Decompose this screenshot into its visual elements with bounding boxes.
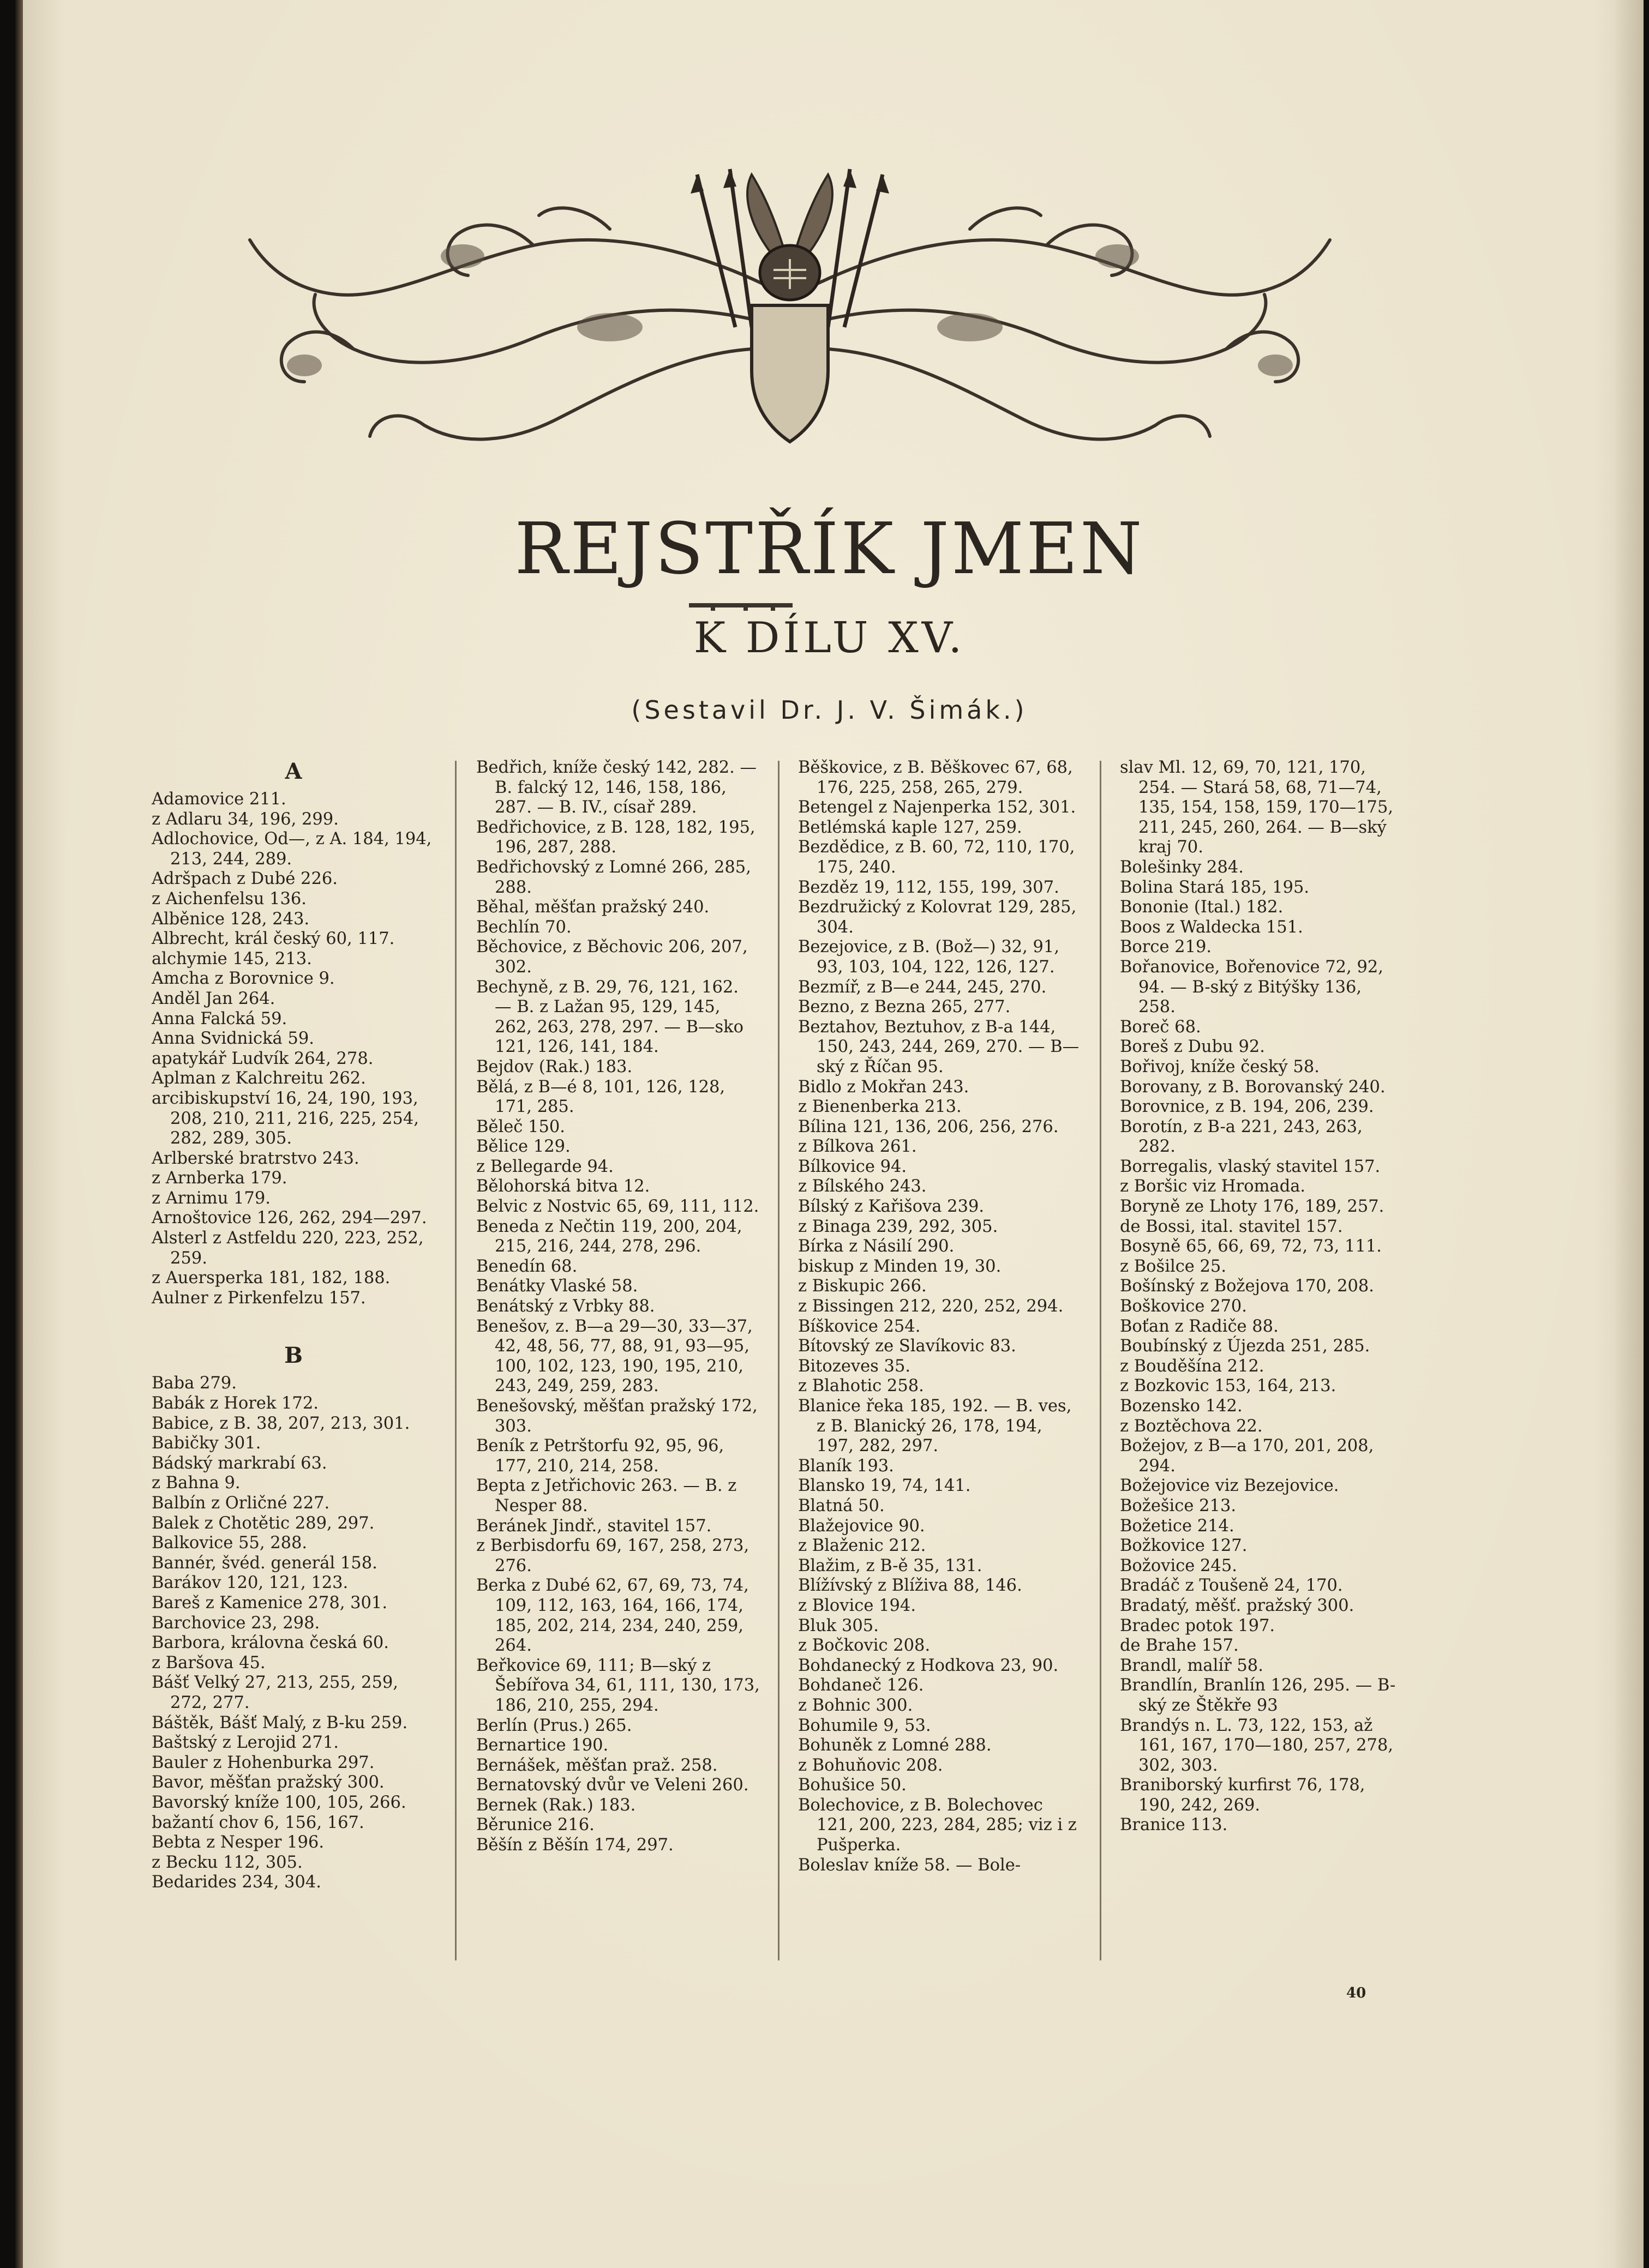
index-entry: Bohušice 50. (798, 1776, 907, 1795)
index-entry: Anděl Jan 264. (152, 989, 275, 1008)
index-entry: Beník z Petrštorfu 92, 95, 96, 177, 210, 214, 258. (476, 1436, 724, 1476)
index-entry: z Becku 112, 305. (152, 1852, 303, 1872)
index-entry: Baba 279. (152, 1374, 237, 1393)
index-entry: Bradec potok 197. (1120, 1616, 1275, 1635)
index-entry: Boreč 68. (1120, 1017, 1201, 1037)
index-entry: z Bellegarde 94. (476, 1157, 614, 1176)
index-column-1 (152, 758, 435, 1893)
index-entry: Bepta z Jetřichovic 263. — B. z Nesper 88. (476, 1476, 737, 1515)
index-entry: Braniborský kurfirst 76, 178, 190, 242, 269. (1120, 1776, 1365, 1815)
index-entry: Bohdaneč 126. (798, 1676, 924, 1695)
entries-column-3 (798, 758, 1082, 1875)
index-entry: Aulner z Pirkenfelzu 157. (152, 1288, 366, 1308)
index-entry: Bedřichovice, z B. 128, 182, 195, 196, 287, 288. (476, 817, 755, 857)
index-entry: Bluk 305. (798, 1616, 879, 1635)
index-entry: Beztahov, Beztuhov, z B-a 144, 150, 243, 244, 269, 270. — B—ský z Říčan 95. (798, 1017, 1080, 1076)
index-entry: Bohuněk z Lomné 288. (798, 1736, 992, 1755)
index-entry: Brandl, malíř 58. (1120, 1656, 1263, 1675)
index-entry: z Bahna 9. (152, 1473, 241, 1493)
index-entry: Belvic z Nostvic 65, 69, 111, 112. (476, 1197, 759, 1217)
index-entry: Božovice 245. (1120, 1556, 1237, 1575)
index-entry: z Blaženic 212. (798, 1536, 926, 1556)
index-entry: Bernartice 190. (476, 1736, 609, 1755)
index-entry: Bádský markrabí 63. (152, 1453, 327, 1473)
index-entry: Bechyně, z B. 29, 76, 121, 162. — B. z Lažan 95, 129, 145, 262, 263, 278, 297. — B—sko 121, 126, 141, 184. (476, 977, 744, 1057)
index-entry: z Bočkovic 208. (798, 1636, 931, 1656)
index-entry: z Bošilce 25. (1120, 1256, 1227, 1276)
index-entry: Babičky 301. (152, 1434, 261, 1453)
index-entry: Bílina 121, 136, 206, 256, 276. (798, 1117, 1059, 1136)
index-entry: Bidlo z Mokřan 243. (798, 1077, 969, 1097)
index-entry: Betengel z Najenperka 152, 301. (798, 798, 1076, 817)
index-entry: z Boztěchova 22. (1120, 1416, 1263, 1436)
index-entry: Bírka z Násilí 290. (798, 1237, 955, 1256)
index-entry: Boubínský z Újezda 251, 285. (1120, 1337, 1370, 1356)
index-entry: z Bohuňovic 208. (798, 1755, 943, 1775)
index-entry: Benátský z Vrbky 88. (476, 1297, 655, 1316)
index-entry: Blažim, z B-ě 35, 131. (798, 1556, 982, 1575)
column-divider (455, 761, 457, 1960)
index-entry: z Blovice 194. (798, 1596, 916, 1615)
index-entry: z Bienenberka 213. (798, 1097, 962, 1117)
index-entry: Božejov, z B—a 170, 201, 208, 294. (1120, 1436, 1374, 1476)
index-entry: Borovnice, z B. 194, 206, 239. (1120, 1097, 1374, 1117)
index-entry: Alběnice 128, 243. (152, 909, 310, 929)
index-entry: Bílský z Kařišova 239. (798, 1197, 985, 1217)
index-entry: z Adlaru 34, 196, 299. (152, 809, 339, 829)
index-entry: Božkovice 127. (1120, 1536, 1248, 1556)
index-entry: Berka z Dubé 62, 67, 69, 73, 74, 109, 112, 163, 164, 166, 174, 185, 202, 214, 234, 240, 259, 264. (476, 1576, 749, 1656)
index-entry: slav Ml. 12, 69, 70, 121, 170, 254. — Stará 58, 68, 71—74, 135, 154, 158, 159, 170—175, 211, 245, 260, 264. — B—ský kraj 70. (1120, 758, 1394, 857)
index-entry: Bononie (Ital.) 182. (1120, 898, 1284, 917)
index-entry: z Bílkova 261. (798, 1137, 917, 1157)
index-entry: Bernek (Rak.) 183. (476, 1795, 636, 1815)
index-entry: Blansko 19, 74, 141. (798, 1476, 971, 1496)
index-entry: z Bílského 243. (798, 1177, 927, 1196)
index-entry: Bedřich, kníže český 142, 282. — B. falcký 12, 146, 158, 186, 287. — B. IV., císař 289. (476, 758, 757, 817)
index-entry: Bauler z Hohenburka 297. (152, 1753, 375, 1772)
index-entry: Bolechovice, z B. Bolechovec 121, 200, 223, 284, 285; viz i z Pušperka. (798, 1795, 1077, 1855)
index-entry: Borotín, z B-a 221, 243, 263, 282. (1120, 1117, 1363, 1157)
index-entry: Bernášek, měšťan praž. 258. (476, 1755, 718, 1775)
index-entry: Bechlín 70. (476, 917, 572, 937)
compiler-line: (Sestavil Dr. J. V. Šimák.) (631, 695, 1028, 725)
index-entry: Benátky Vlaské 58. (476, 1277, 638, 1296)
index-entry: Bradatý, měšť. pražský 300. (1120, 1596, 1354, 1615)
index-entry: Boreš z Dubu 92. (1120, 1037, 1265, 1057)
index-entry: Bernatovský dvůr ve Veleni 260. (476, 1776, 749, 1795)
entries-column-4 (1120, 758, 1404, 1836)
index-entry: Balbín z Orličné 227. (152, 1494, 330, 1513)
index-entry: Báštěk, Bášť Malý, z B-ku 259. (152, 1713, 408, 1732)
index-entry: Blanice řeka 185, 192. — B. ves, z B. Blanický 26, 178, 194, 197, 282, 297. (798, 1397, 1072, 1456)
index-entry: Blažejovice 90. (798, 1516, 925, 1536)
index-entry: Běleč 150. (476, 1117, 565, 1136)
index-entry: Bezdružický z Kolovrat 129, 285, 304. (798, 898, 1077, 937)
entries-b (152, 1374, 435, 1892)
index-entry: Boryně ze Lhoty 176, 189, 257. (1120, 1197, 1384, 1217)
index-entry: Bíškovice 254. (798, 1316, 921, 1336)
index-entry: Benešov, z. B—a 29—30, 33—37, 42, 48, 56, 77, 88, 91, 93—95, 100, 102, 123, 190, 195, 210, 243, 249, 259, 283. (476, 1316, 753, 1396)
index-entry: Barbora, královna česká 60. (152, 1633, 389, 1653)
index-entry: Balkovice 55, 288. (152, 1533, 308, 1553)
index-entry: Bozensko 142. (1120, 1397, 1243, 1416)
index-entry: Bradáč z Toušeně 24, 170. (1120, 1576, 1343, 1596)
index-entry: Arnoštovice 126, 262, 294—297. (152, 1208, 427, 1228)
index-entry: Blatná 50. (798, 1496, 885, 1515)
page-number: 40 (1346, 1985, 1366, 2001)
index-entry: apatykář Ludvík 264, 278. (152, 1049, 374, 1068)
index-entry: Běšín z Běšín 174, 297. (476, 1836, 674, 1855)
index-entry: z Auersperka 181, 182, 188. (152, 1268, 391, 1288)
index-entry: Borregalis, vlaský stavitel 157. (1120, 1157, 1381, 1176)
column-divider (1100, 761, 1101, 1960)
index-entry: Babice, z B. 38, 207, 213, 301. (152, 1413, 410, 1433)
index-entry: Balek z Chotětic 289, 297. (152, 1513, 375, 1533)
index-column-4 (1120, 758, 1404, 1836)
index-entry: Bohumile 9, 53. (798, 1716, 931, 1735)
index-entry: Betlémská kaple 127, 259. (798, 817, 1022, 837)
index-entry: Bitozeves 35. (798, 1356, 911, 1376)
index-entry: Babák z Horek 172. (152, 1394, 319, 1413)
index-entry: z Blahotic 258. (798, 1376, 924, 1396)
index-entry: z Biskupic 266. (798, 1277, 927, 1296)
index-entry: Bořanovice, Bořenovice 72, 92, 94. — B-ský z Bitýšky 136, 258. (1120, 957, 1383, 1017)
index-entry: Božetice 214. (1120, 1516, 1234, 1536)
index-entry: Bítovský ze Slavíkovic 83. (798, 1337, 1016, 1356)
index-entry: Baštský z Lerojid 271. (152, 1733, 339, 1753)
index-entry: z Berbisdorfu 69, 167, 258, 273, 276. (476, 1536, 749, 1575)
index-entry: z Bohnic 300. (798, 1695, 913, 1715)
index-entry: Božejovice viz Bezejovice. (1120, 1476, 1339, 1496)
index-entry: Bosyně 65, 66, 69, 72, 73, 111. (1120, 1237, 1382, 1256)
index-entry: Beránek Jindř., stavitel 157. (476, 1516, 712, 1536)
page-subtitle: K DÍLU XV. (693, 613, 966, 663)
index-entry: z Aichenfelsu 136. (152, 889, 307, 909)
index-entry: Adlochovice, Od—, z A. 184, 194, 213, 244, 289. (152, 829, 432, 869)
index-entry: Běhal, měšťan pražský 240. (476, 898, 710, 917)
index-entry: Barchovice 23, 298. (152, 1613, 320, 1633)
index-entry: Boťan z Radiče 88. (1120, 1316, 1279, 1336)
decorative-rule-icon (678, 600, 803, 612)
index-entry: z Arnimu 179. (152, 1188, 271, 1208)
index-entry: Bošínský z Božejova 170, 208. (1120, 1277, 1374, 1296)
index-column-2 (476, 758, 760, 1856)
index-entry: arcibiskupství 16, 24, 190, 193, 208, 210, 211, 216, 225, 254, 282, 289, 305. (152, 1088, 419, 1148)
index-entry: Běrunice 216. (476, 1815, 595, 1835)
index-entry: Aplman z Kalchreitu 262. (152, 1069, 366, 1088)
index-entry: Adamovice 211. (152, 790, 286, 809)
index-page (15, 0, 1644, 2268)
index-entry: Anna Svidnická 59. (152, 1029, 314, 1049)
index-entry: Blaník 193. (798, 1456, 894, 1476)
index-entry: Běchovice, z Běchovic 206, 207, 302. (476, 937, 748, 977)
index-entry: Bejdov (Rak.) 183. (476, 1057, 633, 1076)
index-entry: Bezdědice, z B. 60, 72, 110, 170, 175, 240. (798, 838, 1075, 877)
index-entry: z Bouděšína 212. (1120, 1356, 1264, 1376)
index-entry: Bělá, z B—é 8, 101, 126, 128, 171, 285. (476, 1077, 725, 1117)
index-entry: Benedín 68. (476, 1256, 578, 1276)
index-entry: Bedřichovský z Lomné 266, 285, 288. (476, 857, 751, 897)
index-entry: Bebta z Nesper 196. (152, 1833, 325, 1852)
heraldic-ornament-icon (228, 164, 1352, 469)
index-entry: Amcha z Borovnice 9. (152, 969, 335, 989)
index-entry: Bavor, měšťan pražský 300. (152, 1773, 385, 1792)
index-entry: Bavorský kníže 100, 105, 266. (152, 1792, 406, 1812)
index-entry: Boleslav kníže 58. — Bole- (798, 1855, 1021, 1875)
index-entry: Božešice 213. (1120, 1496, 1237, 1515)
index-entry: z Binaga 239, 292, 305. (798, 1217, 998, 1236)
index-entry: de Bossi, ital. stavitel 157. (1120, 1217, 1343, 1236)
index-entry: Brandýs n. L. 73, 122, 153, až 161, 167, 170—180, 257, 278, 302, 303. (1120, 1716, 1394, 1775)
index-entry: Borce 219. (1120, 937, 1212, 957)
book-edge (15, 0, 23, 2268)
index-entry: Běškovice, z B. Běškovec 67, 68, 176, 225, 258, 265, 279. (798, 758, 1073, 797)
section-letter-a: A (285, 759, 302, 784)
index-entry: Bolina Stará 185, 195. (1120, 877, 1310, 897)
index-entry: Bílkovice 94. (798, 1157, 907, 1176)
index-entry: Bezděz 19, 112, 155, 199, 307. (798, 877, 1059, 897)
index-entry: Benešovský, měšťan pražský 172, 303. (476, 1397, 758, 1436)
index-entry: Alsterl z Astfeldu 220, 223, 252, 259. (152, 1229, 424, 1268)
index-entry: Arlberské bratrstvo 243. (152, 1148, 359, 1168)
index-entry: Bášť Velký 27, 213, 255, 259, 272, 277. (152, 1673, 398, 1712)
index-entry: Barákov 120, 121, 123. (152, 1573, 349, 1593)
index-entry: Adršpach z Dubé 226. (152, 869, 338, 889)
section-letter-b: B (284, 1343, 303, 1369)
entries-a (152, 790, 435, 1308)
index-entry: Beneda z Nečtin 119, 200, 204, 215, 216, 244, 278, 296. (476, 1217, 742, 1256)
index-entry: Branice 113. (1120, 1815, 1228, 1835)
index-entry: z Baršova 45. (152, 1653, 266, 1673)
index-entry: Boškovice 270. (1120, 1297, 1247, 1316)
index-entry: Bolešinky 284. (1120, 857, 1244, 877)
page-title: REJSTŘÍK JMEN (514, 507, 1144, 590)
index-entry: Bohdanecký z Hodkova 23, 90. (798, 1656, 1059, 1675)
index-entry: alchymie 145, 213. (152, 949, 312, 968)
index-entry: Brandlín, Branlín 126, 295. — B-ský ze Štěkře 93 (1120, 1676, 1396, 1715)
index-entry: Borovany, z B. Borovanský 240. (1120, 1077, 1386, 1097)
index-entry: de Brahe 157. (1120, 1636, 1239, 1656)
index-entry: z Bozkovic 153, 164, 213. (1120, 1376, 1336, 1396)
page-shadow (1614, 0, 1644, 2268)
index-entry: Bannér, švéd. generál 158. (152, 1553, 377, 1573)
index-entry: biskup z Minden 19, 30. (798, 1256, 1002, 1276)
index-entry: bažantí chov 6, 156, 167. (152, 1813, 364, 1832)
index-entry: Beřkovice 69, 111; B—ský z Šebířova 34, 61, 111, 130, 173, 186, 210, 255, 294. (476, 1656, 760, 1715)
index-entry: z Arnberka 179. (152, 1169, 287, 1188)
index-entry: Blížívský z Blíživa 88, 146. (798, 1576, 1022, 1596)
index-entry: Berlín (Prus.) 265. (476, 1716, 632, 1735)
index-entry: Anna Falcká 59. (152, 1009, 287, 1028)
index-entry: z Bissingen 212, 220, 252, 294. (798, 1297, 1064, 1316)
entries-column-2 (476, 758, 760, 1856)
column-divider (778, 761, 779, 1960)
index-entry: Bezno, z Bezna 265, 277. (798, 997, 1011, 1017)
index-entry: Bareš z Kamenice 278, 301. (152, 1593, 388, 1613)
index-entry: Bedarides 234, 304. (152, 1873, 321, 1892)
index-entry: Bezejovice, z B. (Bož—) 32, 91, 93, 103, 104, 122, 126, 127. (798, 937, 1060, 977)
index-entry: Boos z Waldecka 151. (1120, 917, 1303, 937)
index-entry: Bezmíř, z B—e 244, 245, 270. (798, 977, 1047, 997)
index-column-3 (798, 758, 1082, 1875)
index-entry: z Boršic viz Hromada. (1120, 1177, 1306, 1196)
index-entry: Bělice 129. (476, 1137, 571, 1157)
index-entry: Albrecht, král český 60, 117. (152, 929, 395, 949)
index-entry: Bělohorská bitva 12. (476, 1177, 650, 1196)
index-entry: Bořivoj, kníže český 58. (1120, 1057, 1320, 1076)
